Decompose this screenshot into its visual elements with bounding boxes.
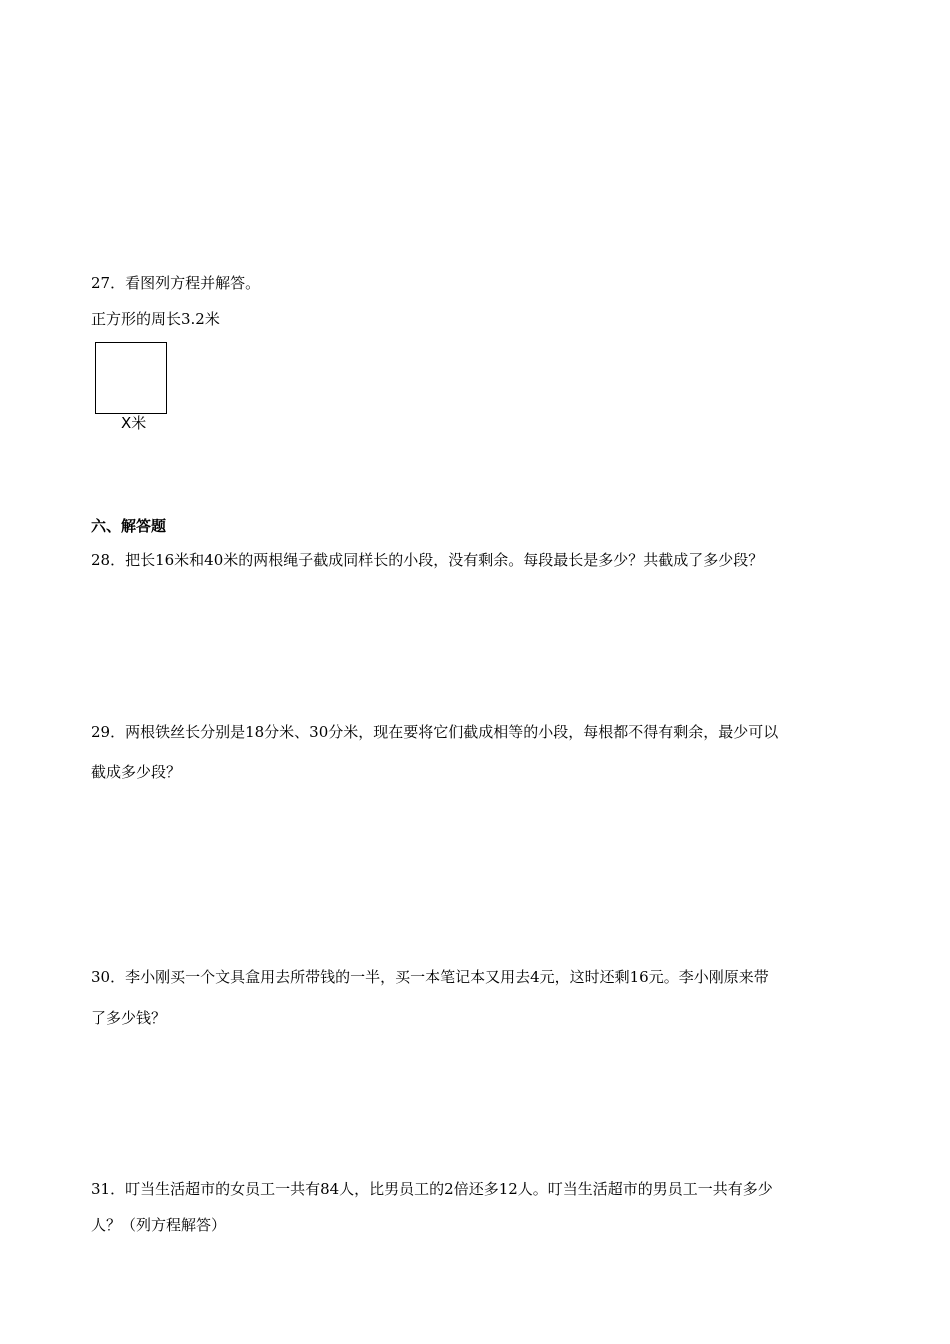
question-30-line1: 30．李小刚买一个文具盒用去所带钱的一半，买一本笔记本又用去4元，这时还剩16元。李小刚原来带 <box>91 968 769 986</box>
question-27-caption: 正方形的周长3.2米 <box>91 310 220 328</box>
square-figure <box>95 342 167 414</box>
square-side-label: X米 <box>121 414 147 432</box>
question-29-line2: 截成多少段？ <box>91 763 182 781</box>
question-31-line1: 31．叮当生活超市的女员工一共有84人，比男员工的2倍还多12人。叮当生活超市的男员工一共有多少 <box>91 1180 773 1198</box>
question-30-line2: 了多少钱？ <box>91 1009 167 1027</box>
section-heading: 六、解答题 <box>91 517 167 535</box>
question-29-line1: 29．两根铁丝长分别是18分米、30分米，现在要将它们截成相等的小段，每根都不得有剩余，最少可以 <box>91 723 779 741</box>
question-28: 28．把长16米和40米的两根绳子截成同样长的小段，没有剩余。每段最长是多少？共截成了多少段？ <box>91 551 764 569</box>
question-27-title: 27．看图列方程并解答。 <box>91 274 261 292</box>
question-31-line2: 人？（列方程解答） <box>91 1216 227 1234</box>
